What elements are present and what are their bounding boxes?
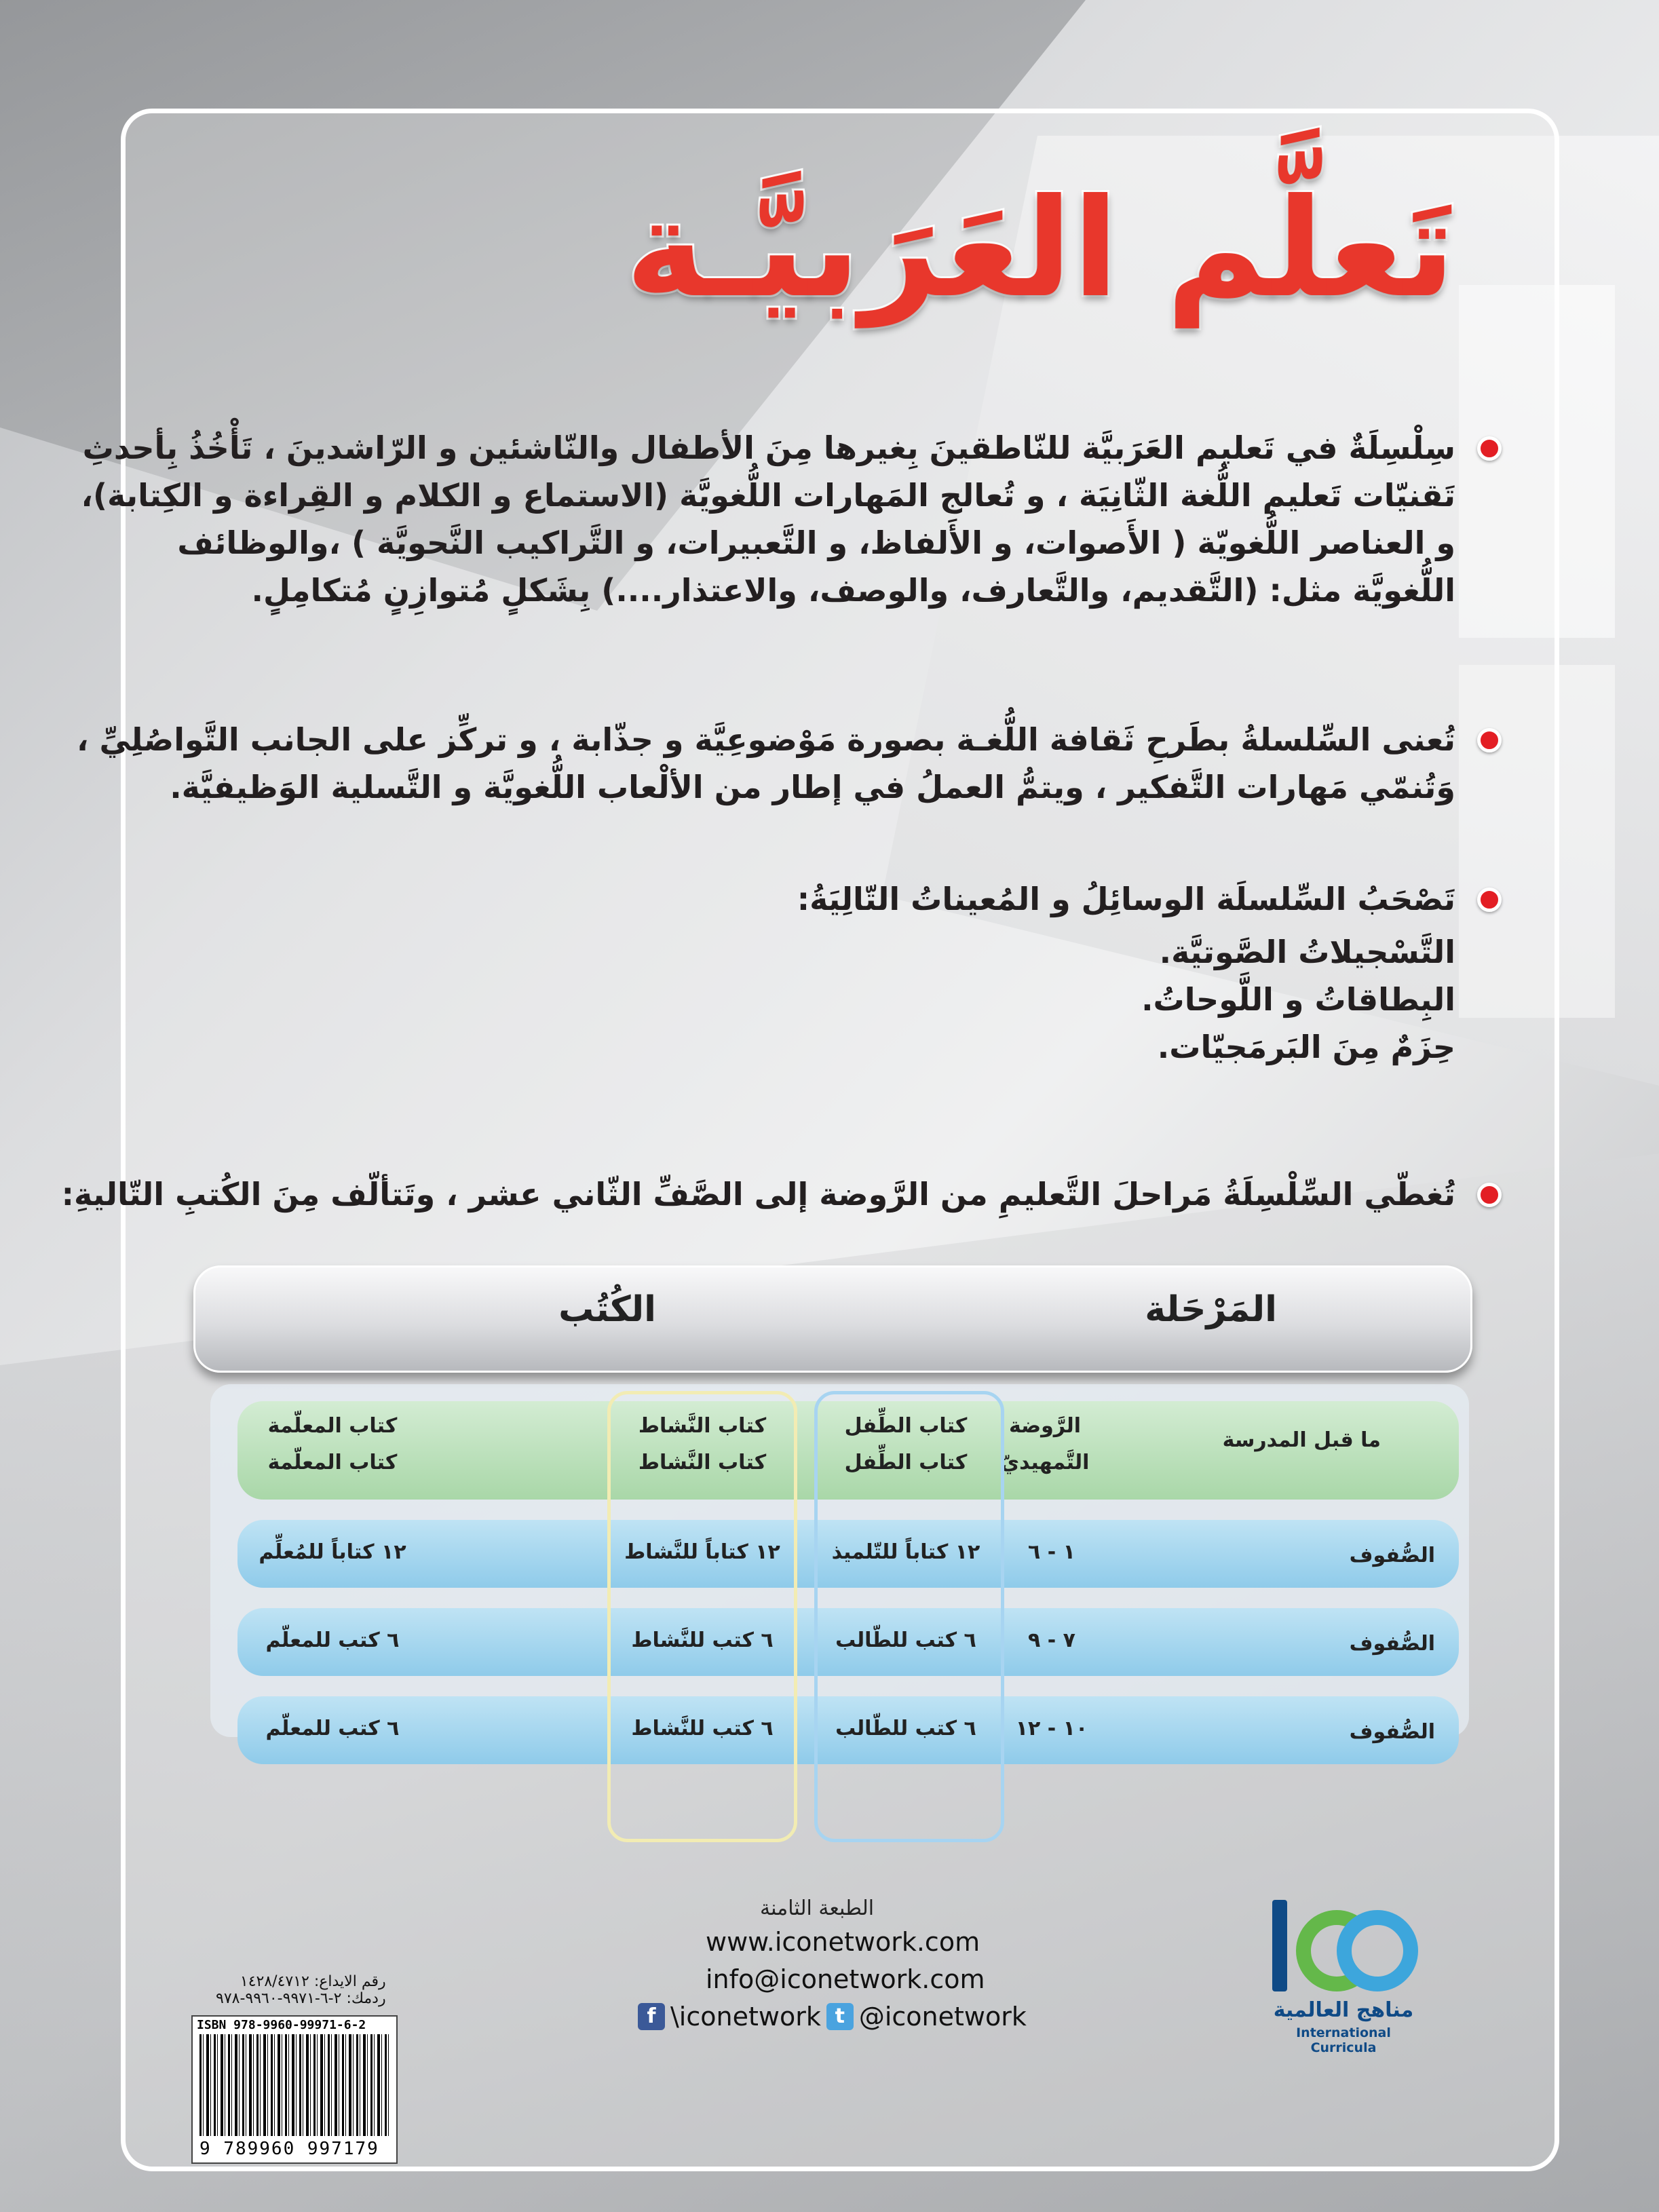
teacher-book-cell: ٦ كتب للمعلّم [265,1628,400,1652]
child-column-frame [814,1391,1004,1842]
email-link[interactable]: info@iconetwork.com [706,1964,985,1994]
twitter-handle[interactable]: @iconetwork [858,2002,1027,2032]
facebook-icon[interactable]: f [638,2003,665,2030]
child-book-cell: كتاب الطِّفل كتاب الطِّفل [844,1414,968,1474]
range-cell: الرَّوضة التَّمهيديّ [1000,1414,1090,1474]
barcode-bars [199,2034,389,2136]
activity-book-cell: كتاب النَّشاط كتاب النَّشاط [638,1414,767,1474]
row-label: الصُّفوف [1349,1632,1435,1656]
barcode-number: 9 789960 997179 [199,2139,379,2159]
section-line: تَقنيّات تَعليم اللُّغة الثّانِيَة ، و تُعالج المَهارات اللُّغويَّة (الاستماع و الكلام و القِراءة و الكِتابة)، [81,477,1455,514]
deposit-number: رقم الايداع: ١٤٢٨/٤٧١٢ [240,1973,386,1990]
deposit-info [216,1973,386,2007]
section-line: سِلْسِلَةٌ في تَعليم العَرَبيَّة للنّاطقينَ بِغيرها مِنَ الأطفال والنّاشئين و الرّاشدينَ ، تَأْخُذُ بِأحدثِ [82,430,1455,466]
aids-item: حِزَمٌ مِنَ البَرمَجيّات. [1157,1029,1455,1065]
website-link[interactable]: www.iconetwork.com [706,1927,980,1957]
aids-item: البِطاقاتُ و اللَّوحاتُ. [1141,981,1455,1018]
student-book-cell: ٦ كتب للطّالب [835,1717,976,1740]
logo-i-shape [1272,1900,1287,1991]
header-stage: المَرْحَلة [1145,1289,1277,1330]
twitter-icon[interactable]: t [826,2003,854,2030]
aids-item: التَّسْجيلاتُ الصَّوتيَّة. [1159,934,1455,970]
barcode [191,2015,398,2164]
section-3 [221,875,1455,1071]
row-label: الصُّفوف [1349,1720,1435,1744]
teacher-book-cell: ١٢ كتاباً للمُعلِّم [259,1540,406,1564]
bullet-icon [1477,436,1502,461]
section-line: تَصْحَبُ السِّلسلَة الوسائِلُ و المُعيناتُ التّالِيَةُ: [797,881,1455,917]
logo-o-shape [1337,1910,1418,1991]
range-cell: ١ - ٦ [1028,1540,1075,1564]
table-header [193,1265,1472,1373]
activity-column-frame [607,1391,797,1842]
student-book-cell: ٦ كتب للطّالب [835,1628,976,1652]
teacher-book-cell: كتاب المعلّمة كتاب المعلّمة [267,1414,398,1474]
activity-book-cell: ١٢ كتاباً للنَّشاط [624,1540,780,1564]
facebook-handle[interactable]: \iconetwork [670,2002,821,2032]
publisher-name-en: International Curricula [1296,2025,1391,2055]
page-title: تَعلَّم العَرَبيَّـة [625,170,1455,328]
section-1 [81,424,1455,614]
bullet-icon [1477,888,1502,912]
series-table [193,1265,1472,1835]
section-line: وَتُنمّي مَهارات التَّفكير ، ويتمُّ العملُ في إطار من الألْعاب اللُّغويَّة و التَّسلية الوَظيفيَّة. [170,769,1455,805]
isbn-arabic: ردمك: ٢-٦-٩٩٧١-٩٩٦٠-٩٧٨ [216,1990,386,2007]
student-book-cell: ١٢ كتاباً للتّلميذ [831,1540,980,1564]
section-line: اللُّغويَّة مثل: (التَّقديم، والتَّعارف، والوصف، والاعتذار....) بِشَكلٍ مُتوازِنٍ مُتكامِلٍ. [251,572,1455,609]
publisher-name-ar: مناهج العالمية [1273,1998,1414,2022]
section-4 [61,1170,1455,1218]
section-line: تُغطّي السِّلْسِلَةُ مَراحلَ التَّعليمِ من الرَّوضة إلى الصَّفِّ الثّاني عشر ، وتَتألّف مِنَ الكُتبِ التّاليةِ: [61,1176,1455,1213]
teacher-book-cell: ٦ كتب للمعلّم [265,1717,400,1740]
bullet-icon [1477,728,1502,752]
publisher-logo [1269,1893,1418,2055]
header-books: الكُتُب [558,1289,656,1330]
activity-book-cell: ٦ كتب للنَّشاط [631,1717,774,1740]
isbn-label: ISBN 978-9960-99971-6-2 [197,2018,366,2032]
range-cell: ١٠ - ١٢ [1015,1717,1088,1740]
bullet-icon [1477,1183,1502,1207]
range-cell: ٧ - ٩ [1028,1628,1075,1652]
content-frame [61,109,1559,2171]
row-label: ما قبل المدرسة [1222,1428,1381,1452]
activity-book-cell: ٦ كتب للنَّشاط [631,1628,774,1652]
table-body [210,1384,1469,1744]
section-line: تُعنى السِّلسلةُ بطَرحِ ثَقافة اللُّغـة بصورة مَوْضوعِيَّة و جذّابة ، و تركِّز على الجانب التَّواصُلِيِّ ، [77,721,1455,758]
edition-label: الطبعة الثامنة [760,1896,875,1920]
social-links [638,2002,1027,2032]
section-line: و العناصر اللُّغويّة ( الأَصوات، و الأَلفاظ، و التَّعبيرات، و التَّراكيب النَّحويَّة ) ،والوظائف [177,525,1455,561]
row-label: الصُّفوف [1349,1544,1435,1567]
section-2 [77,716,1455,811]
